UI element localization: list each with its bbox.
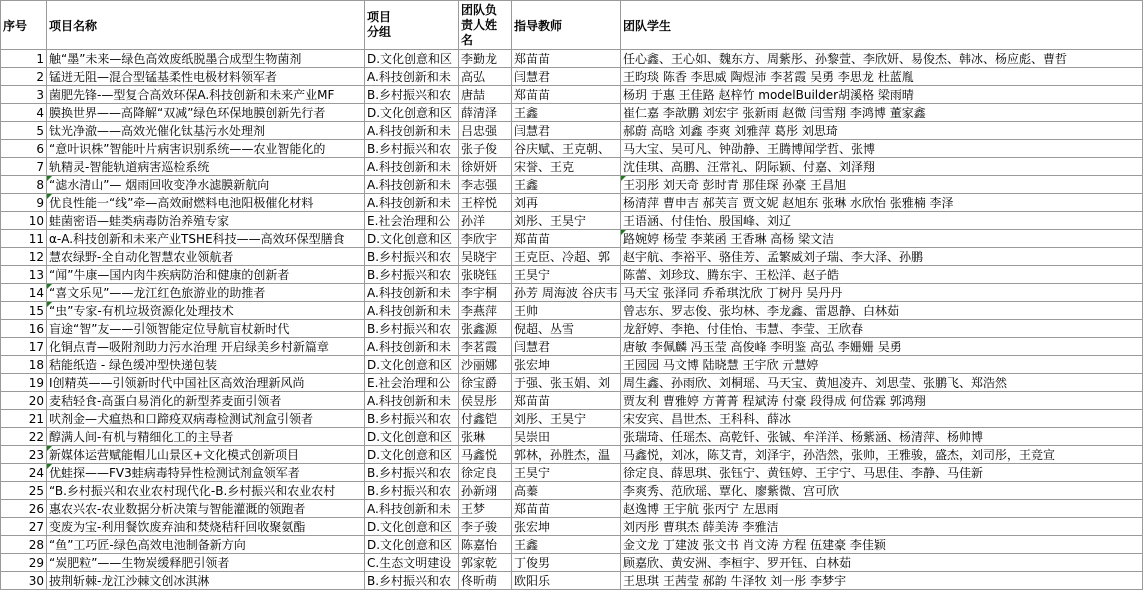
cell-students[interactable]: 张瑞琦、任瑶杰、高乾钎、张铖、牟洋洋、杨紫涵、杨清萍、杨帅博 [621,428,1143,446]
cell-students[interactable]: 崔仁嘉 李歆鹏 刘宏宇 张新雨 赵微 闫雪翔 李鸿博 董家鑫 [621,104,1143,122]
cell-group[interactable]: D.文化创意和区 [365,446,459,464]
cell-group[interactable]: B.乡村振兴和农 [365,248,459,266]
cell-students[interactable]: 赵逸博 王宇航 张丙宁 左思雨 [621,500,1143,518]
cell-project-name[interactable]: 锰迸无阻—混合型锰基柔性电极材料领军者 [47,68,365,86]
cell-teacher[interactable]: 王昊宁 [512,266,621,284]
cell-group[interactable]: B.乡村振兴和农 [365,464,459,482]
cell-project-name[interactable]: “虫”专家-有机垃圾资源化处理技术 [47,302,365,320]
table-row [1,68,1143,86]
cell-group[interactable]: B.乡村振兴和农 [365,482,459,500]
cell-leader[interactable]: 郭家乾 [459,554,512,572]
cell-teacher[interactable]: 闫慧君 [512,68,621,86]
table-row [1,50,1143,68]
cell-project-name[interactable]: “B.乡村振兴和农业农村现代化-B.乡村振兴和农业农村 [47,482,365,500]
cell-project-name[interactable]: 披荆斩棘-龙江沙棘文创冰淇淋 [47,572,365,590]
cell-teacher[interactable]: 于强、张玉娟、刘 [512,374,621,392]
cell-teacher[interactable]: 王鑫 [512,536,621,554]
cell-leader[interactable]: 李欣宇 [459,230,512,248]
cell-teacher[interactable]: 刘彤、王昊宁 [512,410,621,428]
table-row [1,266,1143,284]
cell-group[interactable]: B.乡村振兴和农 [365,572,459,590]
table-row [1,428,1143,446]
cell-project-name[interactable]: 变废为宝-利用餐饮废弃油和焚烧秸秆回收聚氨酯 [47,518,365,536]
cell-students[interactable]: 唐敏 李佩麟 冯玉莹 高俊峰 李明鉴 高弘 李姗姗 吴勇 [621,338,1143,356]
cell-students[interactable]: 王语涵、付佳怡、殷国峰、刘辽 [621,212,1143,230]
cell-students[interactable]: 龙舒婷、李艳、付佳怡、韦慧、李莹、王欣春 [621,320,1143,338]
cell-index[interactable]: 30 [1,572,47,590]
cell-project-name[interactable]: 膜换世界——高降解“双减”绿色环保地膜创新先行者 [47,104,365,122]
cell-project-name[interactable]: “喜文乐见”——龙江红色旅游业的助推者 [47,284,365,302]
cell-teacher[interactable]: 张宏坤 [512,518,621,536]
cell-teacher[interactable]: 谷庆赋、王克朝、 [512,140,621,158]
table-row [1,248,1143,266]
cell-leader[interactable]: 陈嘉怡 [459,536,512,554]
cell-teacher[interactable]: 郑苗苗 [512,230,621,248]
cell-group[interactable]: A.科技创新和未 [365,176,459,194]
cell-project-name[interactable]: 麦秸轻食-高蛋白易消化的新型荞麦面引领者 [47,392,365,410]
cell-leader[interactable]: 张子俊 [459,140,512,158]
cell-index[interactable]: 18 [1,356,47,374]
cell-students[interactable]: 李爽秀、范欣瑶、覃化、廖紫微、宫可欣 [621,482,1143,500]
cell-students[interactable]: 王园园 马文博 陆晓慧 王宇欣 亓慧婷 [621,356,1143,374]
cell-project-name[interactable]: “闻”牛康—国内肉牛疾病防治和健康的创新者 [47,266,365,284]
cell-teacher[interactable]: 丁俊男 [512,554,621,572]
cell-leader[interactable]: 马鑫悦 [459,446,512,464]
cell-leader[interactable]: 徐宝爵 [459,374,512,392]
cell-group[interactable]: B.乡村振兴和农 [365,266,459,284]
cell-teacher[interactable]: 孙芳 周海波 谷庆韦 [512,284,621,302]
cell-project-name[interactable]: 慧农绿野-全自动化智慧农业领航者 [47,248,365,266]
cell-group[interactable]: A.科技创新和未 [365,68,459,86]
cell-project-name[interactable]: 触“墨”未来—绿色高效废纸脱墨合成型生物菌剂 [47,50,365,68]
cell-project-name[interactable]: “滤水清山”— 烟雨回收变净水滤膜新航向 [47,176,365,194]
cell-leader[interactable]: 孙新翊 [459,482,512,500]
cell-project-name[interactable]: “炭肥粒”——生物炭缓释肥引领者 [47,554,365,572]
cell-index[interactable]: 4 [1,104,47,122]
cell-leader[interactable]: 李宇桐 [459,284,512,302]
cell-project-name[interactable]: 醇满人间-有机与精细化工的主导者 [47,428,365,446]
cell-leader[interactable]: 徐定良 [459,464,512,482]
cell-group[interactable]: B.乡村振兴和农 [365,320,459,338]
cell-group[interactable]: D.文化创意和区 [365,518,459,536]
cell-students[interactable]: 刘丙彤 曹琪杰 薛美涛 李雅洁 [621,518,1143,536]
cell-students[interactable]: 金文龙 丁建波 张文书 肖文涛 方程 伍建豪 李佳颖 [621,536,1143,554]
cell-group[interactable]: E.社会治理和公 [365,212,459,230]
cell-group[interactable]: D.文化创意和区 [365,230,459,248]
cell-leader[interactable]: 佟昕萌 [459,572,512,590]
cell-index[interactable]: 12 [1,248,47,266]
cell-teacher[interactable]: 王昊宁 [512,464,621,482]
cell-teacher[interactable]: 刘彤、王昊宁 [512,212,621,230]
cell-index[interactable]: 5 [1,122,47,140]
table-row [1,500,1143,518]
cell-group[interactable]: E.社会治理和公 [365,374,459,392]
table-row [1,176,1143,194]
cell-leader[interactable]: 吴晓宇 [459,248,512,266]
table-row [1,410,1143,428]
table-row [1,446,1143,464]
cell-leader[interactable]: 沙丽娜 [459,356,512,374]
cell-students[interactable]: 宋安宾、昌世杰、王科科、薛冰 [621,410,1143,428]
cell-group[interactable]: A.科技创新和未 [365,194,459,212]
table-row [1,464,1143,482]
table-row [1,482,1143,500]
cell-project-name[interactable]: 盲途“智”友——引领智能定位导航盲杖新时代 [47,320,365,338]
cell-students[interactable]: 郝蔚 高晗 刘鑫 李爽 刘雅萍 葛彤 刘思琦 [621,122,1143,140]
cell-project-name[interactable]: 优蛙探——FV3蛙病毒特异性检测试剂盒领军者 [47,464,365,482]
cell-teacher[interactable]: 王鑫 [512,104,621,122]
cell-leader[interactable]: 李子骏 [459,518,512,536]
cell-project-name[interactable]: I创精英——引领新时代中国社区高效治理新风尚 [47,374,365,392]
cell-teacher[interactable]: 王帅 [512,302,621,320]
cell-index[interactable]: 10 [1,212,47,230]
cell-index[interactable]: 29 [1,554,47,572]
cell-teacher[interactable]: 刘再 [512,194,621,212]
cell-students[interactable]: 沈佳琪、高鹏、汪常礼、阴际颖、付嘉、刘泽翔 [621,158,1143,176]
cell-students[interactable]: 杨清萍 曹申吉 郝芙言 贾文妮 赵旭东 张琳 水欣怡 张雅楠 李泽 [621,194,1143,212]
cell-project-name[interactable]: 化铜点青—吸附剂助力污水治理 开启绿美乡村新篇章 [47,338,365,356]
cell-students[interactable]: 马大宝、吴可凡、钟劭静、王腾博闻学哲、张博 [621,140,1143,158]
cell-teacher[interactable]: 王鑫 [512,176,621,194]
table-row [1,140,1143,158]
cell-leader[interactable]: 薛清泽 [459,104,512,122]
cell-leader[interactable]: 孙洋 [459,212,512,230]
cell-leader[interactable]: 李燕萍 [459,302,512,320]
table-row [1,536,1143,554]
cell-leader[interactable]: 高弘 [459,68,512,86]
cell-teacher[interactable]: 倪超、丛雪 [512,320,621,338]
cell-leader[interactable]: 唐喆 [459,86,512,104]
table-row [1,518,1143,536]
table-row [1,194,1143,212]
cell-group[interactable]: B.乡村振兴和农 [365,140,459,158]
cell-group[interactable]: A.科技创新和未 [365,392,459,410]
cell-index[interactable]: 17 [1,338,47,356]
cell-leader[interactable]: 张鑫源 [459,320,512,338]
cell-students[interactable]: 陈蕾、刘珍玟、腾东宇、王松洋、赵子皓 [621,266,1143,284]
table-row [1,122,1143,140]
cell-students[interactable]: 路婉婷 杨莹 李莱函 王香琳 高杨 梁文洁 [621,230,1143,248]
cell-index[interactable]: 15 [1,302,47,320]
cell-teacher[interactable]: 闫慧君 [512,338,621,356]
cell-index[interactable]: 3 [1,86,47,104]
cell-index[interactable]: 6 [1,140,47,158]
cell-index[interactable]: 13 [1,266,47,284]
cell-leader[interactable]: 吕忠强 [459,122,512,140]
cell-group[interactable]: D.文化创意和区 [365,50,459,68]
cell-project-name[interactable]: α-A.科技创新和未来产业TSHE科技——高效环保型膳食 [47,230,365,248]
table-row [1,212,1143,230]
cell-index[interactable]: 25 [1,482,47,500]
cell-teacher[interactable]: 宋誉、王克 [512,158,621,176]
cell-project-name[interactable]: “意叶识株”智能叶片病害识别系统——农业智能化的 [47,140,365,158]
header-leader[interactable]: 团队负 责人姓 名 [459,1,512,50]
cell-students[interactable]: 贾友利 曹雅婷 方菁菁 程斌涛 付豪 段得成 何岱霖 郭鸿翔 [621,392,1143,410]
cell-project-name[interactable]: 吠剂金—犬瘟热和口蹄疫双病毒检测试剂盒引领者 [47,410,365,428]
cell-project-name[interactable]: “鱼”工巧匠-绿色高效电池制备新方向 [47,536,365,554]
cell-project-name[interactable]: 惠农兴农-农业数据分析决策与智能灌溉的领跑者 [47,500,365,518]
cell-group[interactable]: A.科技创新和未 [365,122,459,140]
cell-teacher[interactable]: 郑苗苗 [512,86,621,104]
cell-students[interactable]: 顾嘉欣、黄安洲、李桓宇、罗开钰、白林茹 [621,554,1143,572]
cell-group[interactable]: D.文化创意和区 [365,356,459,374]
cell-group[interactable]: A.科技创新和未 [365,158,459,176]
table-row [1,86,1143,104]
cell-leader[interactable]: 王梦 [459,500,512,518]
cell-index[interactable]: 14 [1,284,47,302]
cell-teacher[interactable]: 郑苗苗 [512,500,621,518]
table-row [1,374,1143,392]
header-row [1,1,1143,50]
cell-index[interactable]: 26 [1,500,47,518]
cell-group[interactable]: A.科技创新和未 [365,500,459,518]
cell-leader[interactable]: 李茗霞 [459,338,512,356]
cell-students[interactable]: 马鑫悦，刘冰，陈艾青，刘泽宇，孙浩然，张帅，王雅骏，盛杰，刘司彤，王竞宣 [621,446,1143,464]
cell-index[interactable]: 2 [1,68,47,86]
cell-group[interactable]: A.科技创新和未 [365,284,459,302]
cell-index[interactable]: 19 [1,374,47,392]
cell-group[interactable]: D.文化创意和区 [365,428,459,446]
cell-group[interactable]: D.文化创意和区 [365,536,459,554]
cell-students[interactable]: 王羽彤 刘天奇 彭时青 那佳琛 孙豪 王昌旭 [621,176,1143,194]
cell-leader[interactable]: 李勤龙 [459,50,512,68]
cell-students[interactable]: 曾志东、罗志俊、张均林、李龙鑫、雷恩静、白林茹 [621,302,1143,320]
table-row [1,554,1143,572]
header-group[interactable]: 项目 分组 [365,1,459,50]
cell-group[interactable]: B.乡村振兴和农 [365,410,459,428]
cell-index[interactable]: 11 [1,230,47,248]
table-row [1,230,1143,248]
cell-index[interactable]: 7 [1,158,47,176]
cell-leader[interactable]: 张晓钰 [459,266,512,284]
table-row [1,338,1143,356]
cell-students[interactable]: 徐定良、薛思琪、张钰宁、黄钰婷、王宇宁、马思佳、李静、马佳新 [621,464,1143,482]
header-teacher[interactable]: 指导教师 [512,1,621,50]
cell-teacher[interactable]: 闫慧君 [512,122,621,140]
cell-group[interactable]: D.文化创意和区 [365,104,459,122]
cell-leader[interactable]: 张琳 [459,428,512,446]
header-students[interactable]: 团队学生 [621,1,1143,50]
cell-project-name[interactable]: 优良性能一“线”牵—高效耐燃料电池阳极催化材料 [47,194,365,212]
cell-index[interactable]: 27 [1,518,47,536]
cell-group[interactable]: B.乡村振兴和农 [365,86,459,104]
cell-teacher[interactable]: 郭林，孙胜杰，温 [512,446,621,464]
table-row [1,320,1143,338]
cell-students[interactable]: 马天宝 张泽同 乔希琪沈欣 丁树丹 吴丹丹 [621,284,1143,302]
cell-teacher[interactable]: 吴崇田 [512,428,621,446]
cell-index[interactable]: 20 [1,392,47,410]
cell-teacher[interactable]: 郑苗苗 [512,392,621,410]
table-row [1,392,1143,410]
cell-group[interactable]: C.生态文明建设 [365,554,459,572]
table-row [1,104,1143,122]
cell-leader[interactable]: 徐妍妍 [459,158,512,176]
cell-students[interactable]: 周生鑫、孙雨欣、刘桐瑶、马天宝、黄旭凌卉、刘思莹、张鹏飞、郑浩然 [621,374,1143,392]
cell-students[interactable]: 任心鑫、王心如、魏东方、周紫彤、孙黎萱、李欣妍、易俊杰、韩冰、杨应彪、曹哲 [621,50,1143,68]
cell-index[interactable]: 21 [1,410,47,428]
cell-project-name[interactable]: 秸能纸造 - 绿色缓冲型快递包装 [47,356,365,374]
cell-leader[interactable]: 侯昱彤 [459,392,512,410]
cell-index[interactable]: 22 [1,428,47,446]
table-row [1,302,1143,320]
cell-index[interactable]: 8 [1,176,47,194]
cell-students[interactable]: 杨玥 于惠 王佳路 赵梓竹 modelBuilder胡溪格 梁雨晴 [621,86,1143,104]
cell-project-name[interactable]: 新媒体运营赋能帽儿山景区+文化模式创新项目 [47,446,365,464]
cell-project-name[interactable]: 轨精灵-智能轨道病害巡检系统 [47,158,365,176]
table-row [1,356,1143,374]
cell-students[interactable]: 赵宇航、李裕平、骆佳芳、孟繁威刘子瑞、李大泽、孙鹏 [621,248,1143,266]
cell-leader[interactable]: 李志强 [459,176,512,194]
cell-index[interactable]: 16 [1,320,47,338]
cell-teacher[interactable]: 郑苗苗 [512,50,621,68]
cell-project-name[interactable]: 蛙菌密语—蛙类病毒防治养殖专家 [47,212,365,230]
cell-index[interactable]: 24 [1,464,47,482]
cell-index[interactable]: 23 [1,446,47,464]
cell-index[interactable]: 28 [1,536,47,554]
cell-project-name[interactable]: 菌肥先锋-—型复合高效环保A.科技创新和未来产业MF [47,86,365,104]
cell-teacher[interactable]: 高蓁 [512,482,621,500]
table-row [1,572,1143,590]
cell-index[interactable]: 9 [1,194,47,212]
table-row [1,158,1143,176]
cell-project-name[interactable]: 钛光净澈——高效光催化钛基污水处理剂 [47,122,365,140]
cell-index[interactable]: 1 [1,50,47,68]
header-project-name[interactable]: 项目名称 [47,1,365,50]
cell-students[interactable]: 王昀琰 陈香 李思威 陶煜沛 李茗霞 吴勇 李思龙 杜蓝胤 [621,68,1143,86]
table-row [1,284,1143,302]
cell-leader[interactable]: 王梓悦 [459,194,512,212]
cell-teacher[interactable]: 欧阳乐 [512,572,621,590]
header-index[interactable]: 序号 [1,1,47,50]
cell-teacher[interactable]: 张宏坤 [512,356,621,374]
cell-students[interactable]: 王思琪 王茜莹 郝韵 牛泽牧 刘一彤 李梦宇 [621,572,1143,590]
cell-group[interactable]: A.科技创新和未 [365,338,459,356]
cell-leader[interactable]: 付鑫铠 [459,410,512,428]
cell-group[interactable]: A.科技创新和未 [365,302,459,320]
cell-teacher[interactable]: 王克臣、冷超、郭 [512,248,621,266]
